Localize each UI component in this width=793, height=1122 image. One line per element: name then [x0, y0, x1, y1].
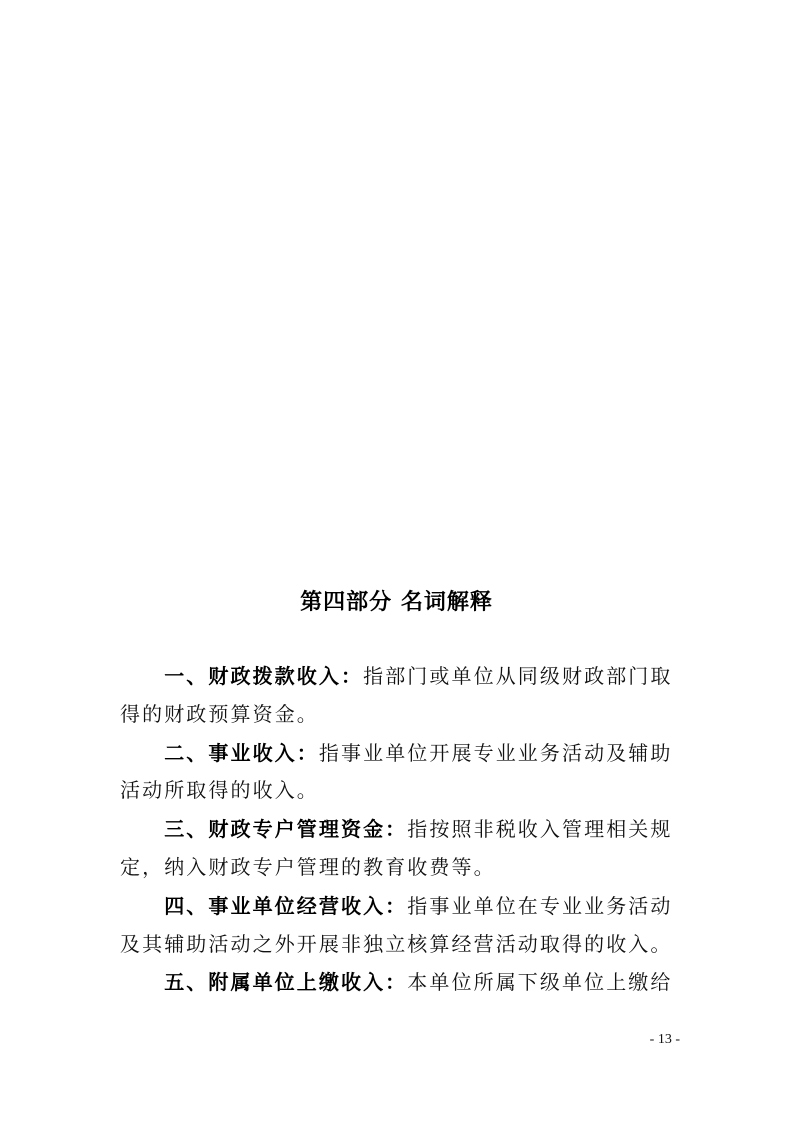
term-paragraph-2 [120, 735, 676, 812]
term-label: 三、财政专户管理资金： [164, 817, 408, 842]
term-paragraph-1 [120, 658, 676, 735]
term-paragraph-3 [120, 811, 676, 888]
term-label: 五、附属单位上缴收入： [164, 970, 408, 995]
term-definition: 指按照非税收入管理相关规定，纳入财政专户管理的教育收费等。 [120, 819, 673, 879]
page-number: - 13 - [649, 1032, 680, 1047]
glossary-body [120, 658, 676, 1003]
term-definition: 指事业单位开展专业业务活动及辅助活动所取得的收入。 [120, 742, 673, 803]
term-label: 二、事业收入： [164, 740, 319, 765]
term-definition: 指部门或单位从同级财政部门取得的财政预算资金。 [120, 666, 673, 726]
term-label: 一、财政拨款收入： [164, 664, 364, 688]
term-label: 四、事业单位经营收入： [164, 893, 408, 918]
term-definition: 指事业单位在专业业务活动及其辅助活动之外开展非独立核算经营活动取得的收入。 [120, 895, 673, 956]
term-definition: 本单位所属下级单位上缴给 [407, 972, 673, 995]
term-paragraph-4 [120, 888, 676, 965]
section-title: 第四部分 名词解释 [300, 590, 493, 615]
term-paragraph-5 [120, 964, 676, 1003]
